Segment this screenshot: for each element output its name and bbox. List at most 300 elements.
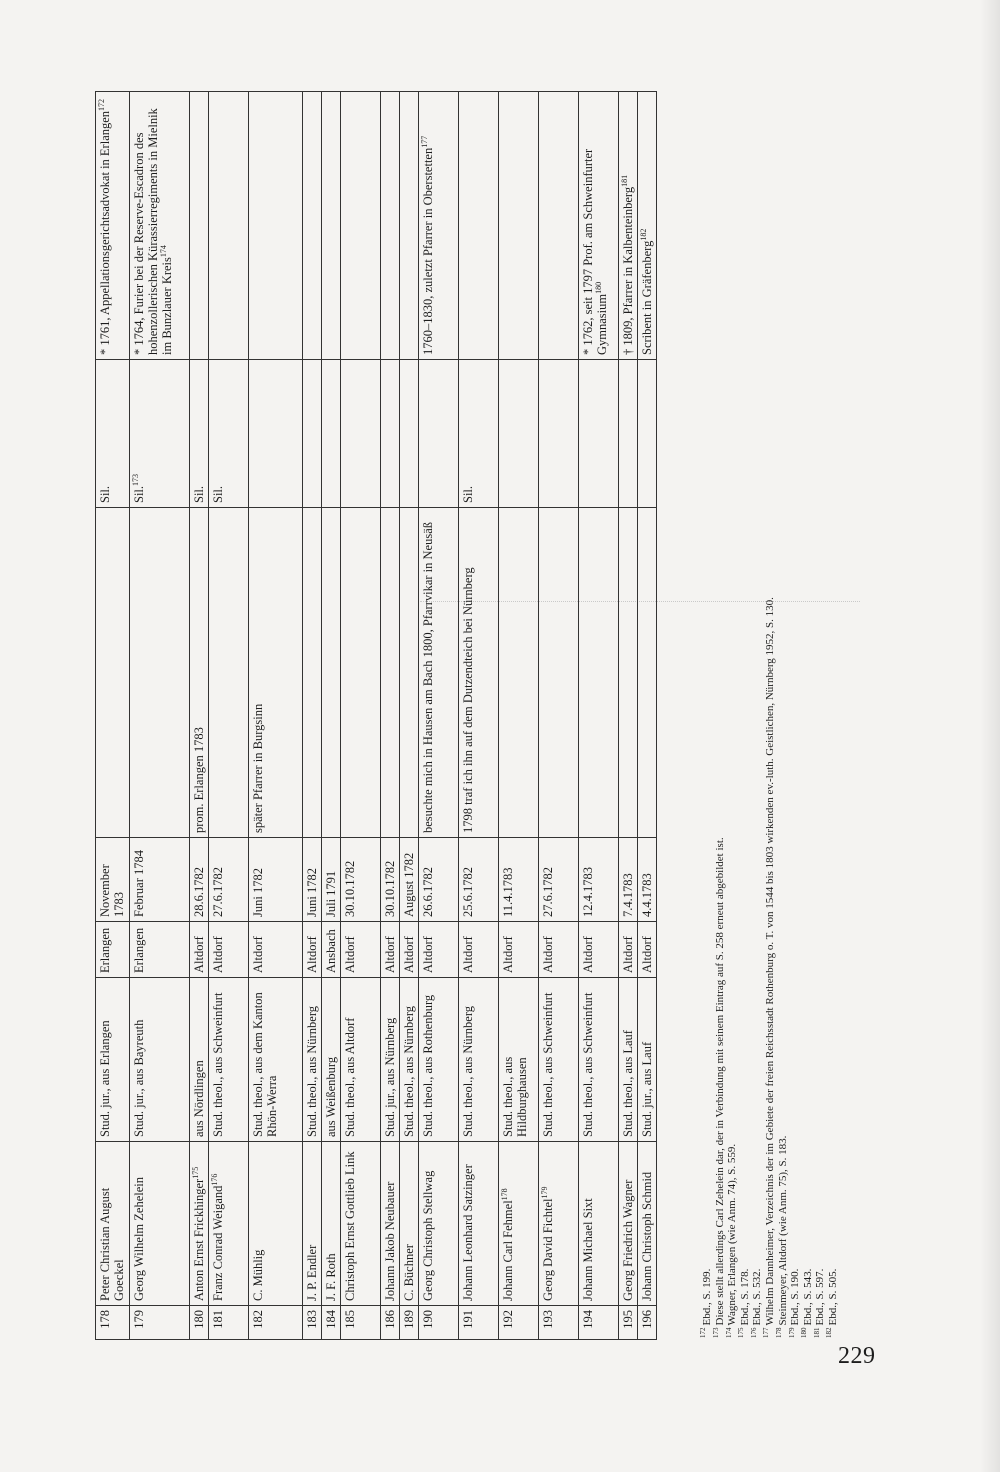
entry-note: prom. Erlangen 1783 bbox=[192, 727, 206, 833]
biographical-remark-cell bbox=[96, 92, 130, 360]
footnote bbox=[789, 138, 802, 1338]
entry-note-cell bbox=[190, 508, 209, 838]
university-place: Altdorf bbox=[192, 936, 206, 973]
person-name: C. Büchner bbox=[402, 1244, 416, 1301]
footnote-ref: 179 bbox=[539, 1186, 549, 1199]
study-origin: aus Weißenburg bbox=[324, 1056, 338, 1137]
row-number-cell bbox=[322, 1306, 341, 1340]
entry-date-cell bbox=[400, 838, 419, 922]
row-number: 194 bbox=[581, 1310, 595, 1329]
footnote-number: 174 bbox=[724, 1327, 733, 1338]
study-origin: Stud. jur., aus Nürnberg bbox=[383, 1017, 397, 1137]
entry-date: Februar 1784 bbox=[132, 850, 146, 917]
footnote-text: Diese stellt allerdings Carl Zehelein dar, der in Verbindung mit seinem Eintrag auf S. 258 erneut abgebildet ist. bbox=[713, 837, 726, 1326]
entry-date: 30.10.1782 bbox=[383, 860, 397, 917]
university-place-cell bbox=[638, 922, 657, 978]
footnote-ref: 175 bbox=[190, 1166, 200, 1179]
study-origin: Stud. theol., aus Nürnberg bbox=[402, 1005, 416, 1137]
university-place: Altdorf bbox=[501, 936, 515, 973]
row-number-cell bbox=[96, 1306, 130, 1340]
footnote-text: Ebd., S. 505. bbox=[826, 1268, 839, 1326]
entry-note-cell bbox=[459, 508, 499, 838]
footnote-number: 177 bbox=[762, 1327, 771, 1338]
footnote-number: 172 bbox=[699, 1327, 708, 1338]
silhouette-mark-cell bbox=[322, 360, 341, 508]
university-place-cell bbox=[303, 922, 322, 978]
entry-date-cell bbox=[619, 838, 638, 922]
silhouette-mark-cell bbox=[130, 360, 190, 508]
silhouette-mark-cell bbox=[419, 360, 459, 508]
entry-date: 12.4.1783 bbox=[581, 867, 595, 917]
footnote bbox=[751, 138, 764, 1338]
row-number-cell bbox=[341, 1306, 381, 1340]
entry-note-cell bbox=[638, 508, 657, 838]
table-row bbox=[341, 92, 381, 1340]
footnote-ref: 178 bbox=[499, 1188, 509, 1201]
biographical-remark-cell bbox=[381, 92, 400, 360]
table-row bbox=[249, 92, 303, 1340]
silhouette-mark-cell bbox=[190, 360, 209, 508]
person-name: Peter Christian August Goeckel bbox=[98, 1187, 126, 1301]
biographical-remark-cell bbox=[619, 92, 638, 360]
row-number-cell bbox=[459, 1306, 499, 1340]
biographical-remark: * 1764, Furier bei der Reserve-Escadron des hohenzollerischen Kürassierregiments in Mielnik im Bunzlauer Kreis bbox=[132, 108, 174, 355]
university-place: Altdorf bbox=[251, 936, 265, 973]
person-name-cell bbox=[96, 1142, 130, 1306]
biographical-remark-cell bbox=[419, 92, 459, 360]
university-place: Altdorf bbox=[461, 936, 475, 973]
footnote-number: 176 bbox=[749, 1327, 758, 1338]
entry-note: später Pfarrer in Burgsinn bbox=[251, 703, 265, 833]
person-name-cell bbox=[459, 1142, 499, 1306]
study-origin-cell bbox=[322, 978, 341, 1142]
footnote-number: 179 bbox=[787, 1327, 796, 1338]
person-name-cell bbox=[130, 1142, 190, 1306]
study-origin-cell bbox=[419, 978, 459, 1142]
university-place: Altdorf bbox=[211, 936, 225, 973]
university-place: Erlangen bbox=[132, 927, 146, 973]
person-name-cell bbox=[539, 1142, 579, 1306]
footnote bbox=[739, 138, 752, 1338]
silhouette-mark-cell bbox=[249, 360, 303, 508]
biographical-remark-cell bbox=[459, 92, 499, 360]
row-number: 195 bbox=[621, 1310, 635, 1329]
entry-date: 4.4.1783 bbox=[640, 873, 654, 917]
row-number: 191 bbox=[461, 1310, 475, 1329]
footnote-ref: 176 bbox=[209, 1173, 219, 1186]
university-place: Altdorf bbox=[581, 936, 595, 973]
footnote-number: 178 bbox=[774, 1327, 783, 1338]
footnote-number: 180 bbox=[800, 1327, 809, 1338]
study-origin: Stud. theol., aus Nürnberg bbox=[461, 1005, 475, 1137]
silhouette-mark-cell bbox=[341, 360, 381, 508]
entry-note: besuchte mich in Hausen am Bach 1800, Pfarrvikar in Neusäß bbox=[421, 521, 435, 833]
silhouette-mark-cell bbox=[579, 360, 619, 508]
silhouette-mark-cell bbox=[209, 360, 249, 508]
university-place: Altdorf bbox=[621, 936, 635, 973]
entry-date: 26.6.1782 bbox=[421, 867, 435, 917]
biographical-remark: * 1762, seit 1797 Prof. am Schweinfurter Gymnasium bbox=[581, 148, 609, 355]
university-place-cell bbox=[190, 922, 209, 978]
footnote-text: Steinmeyer, Altdorf (wie Anm. 75), S. 183. bbox=[776, 1135, 789, 1326]
entry-date: Juli 1791 bbox=[324, 870, 338, 917]
entry-date: 7.4.1783 bbox=[621, 873, 635, 917]
entry-date: Juni 1782 bbox=[251, 868, 265, 917]
footnote-ref: 177 bbox=[419, 135, 429, 148]
university-place-cell bbox=[579, 922, 619, 978]
study-origin-cell bbox=[303, 978, 322, 1142]
study-origin: Stud. theol., aus dem Kanton Rhön-Werra bbox=[251, 992, 279, 1137]
study-origin: Stud. theol., aus Nürnberg bbox=[305, 1005, 319, 1137]
table-row bbox=[419, 92, 459, 1340]
table-row bbox=[303, 92, 322, 1340]
study-origin: aus Nördlingen bbox=[192, 1060, 206, 1137]
row-number: 179 bbox=[132, 1310, 146, 1329]
entry-date: 27.6.1782 bbox=[211, 867, 225, 917]
footnote-text: Wilhelm Dannheimer, Verzeichnis der im Gebiete der freien Reichsstadt Rothenburg o. T. von 1544 bis 1803 wirkenden ev.-luth. Geistlichen, Nürnberg 1952, S. 130. bbox=[763, 597, 776, 1326]
table-row bbox=[619, 92, 638, 1340]
biographical-remark-cell bbox=[499, 92, 539, 360]
biographical-remark-cell bbox=[322, 92, 341, 360]
university-place-cell bbox=[619, 922, 638, 978]
footnote bbox=[711, 138, 727, 1338]
person-name: Franz Conrad Weigand bbox=[211, 1185, 225, 1301]
row-number: 182 bbox=[251, 1310, 265, 1329]
footnotes bbox=[701, 138, 840, 1338]
entry-date-cell bbox=[190, 838, 209, 922]
person-name: Johann Christoph Schmid bbox=[640, 1171, 654, 1301]
entry-note: 1798 traf ich ihn auf dem Dutzendteich bei Nürnberg bbox=[461, 567, 475, 833]
person-name-cell bbox=[499, 1142, 539, 1306]
table-row bbox=[322, 92, 341, 1340]
entry-note-cell bbox=[341, 508, 381, 838]
footnote-text: Wagner, Erlangen (wie Anm. 74), S. 559. bbox=[726, 1143, 739, 1326]
row-number: 178 bbox=[98, 1310, 112, 1329]
silhouette-mark-cell bbox=[499, 360, 539, 508]
university-place: Altdorf bbox=[402, 936, 416, 973]
row-number-cell bbox=[638, 1306, 657, 1340]
footnote-ref: 182 bbox=[638, 228, 648, 241]
university-place-cell bbox=[539, 922, 579, 978]
person-name: Anton Ernst Frickhinger bbox=[192, 1178, 206, 1301]
row-number: 180 bbox=[192, 1310, 206, 1329]
table-row bbox=[638, 92, 657, 1340]
biographical-remark: † 1809, Pfarrer in Kalbenteinberg bbox=[621, 186, 635, 355]
study-origin-cell bbox=[130, 978, 190, 1142]
university-place-cell bbox=[400, 922, 419, 978]
entry-date: 30.10.1782 bbox=[343, 860, 357, 917]
row-number-cell bbox=[209, 1306, 249, 1340]
entry-note-cell bbox=[579, 508, 619, 838]
university-place: Altdorf bbox=[343, 936, 357, 973]
row-number-cell bbox=[539, 1306, 579, 1340]
study-origin: Stud. jur., aus Lauf bbox=[640, 1041, 654, 1137]
study-origin: Stud. theol., aus Rothenburg bbox=[421, 994, 435, 1137]
entry-date-cell bbox=[341, 838, 381, 922]
biographical-remark-cell bbox=[579, 92, 619, 360]
biographical-remark-cell bbox=[341, 92, 381, 360]
footnote-number: 175 bbox=[737, 1327, 746, 1338]
footnote-text: Ebd., S. 543. bbox=[801, 1268, 814, 1326]
person-name-cell bbox=[381, 1142, 400, 1306]
silhouette-mark-cell bbox=[303, 360, 322, 508]
footnote-ref: 173 bbox=[130, 473, 140, 486]
biographical-remark-cell bbox=[539, 92, 579, 360]
footnote-text: Ebd., S. 199. bbox=[701, 1268, 713, 1326]
study-origin: Stud. theol., aus Schweinfurt bbox=[211, 992, 225, 1137]
footnote-ref: 180 bbox=[593, 281, 603, 294]
footnote-text: Ebd., S. 597. bbox=[814, 1268, 827, 1326]
biographical-remark-cell bbox=[303, 92, 322, 360]
row-number-cell bbox=[249, 1306, 303, 1340]
silhouette-mark-cell bbox=[638, 360, 657, 508]
study-origin: Stud. theol., aus Schweinfurt bbox=[541, 992, 555, 1137]
entry-note-cell bbox=[303, 508, 322, 838]
person-name: Georg Christoph Stellwag bbox=[421, 1170, 435, 1301]
silhouette-mark-cell bbox=[381, 360, 400, 508]
person-name: Georg Friedrich Wagner bbox=[621, 1179, 635, 1301]
footnote-number: 173 bbox=[711, 1327, 720, 1338]
study-origin-cell bbox=[400, 978, 419, 1142]
entry-date: 27.6.1782 bbox=[541, 867, 555, 917]
entry-date-cell bbox=[209, 838, 249, 922]
university-place-cell bbox=[209, 922, 249, 978]
row-number-cell bbox=[400, 1306, 419, 1340]
university-place-cell bbox=[130, 922, 190, 978]
row-number-cell bbox=[419, 1306, 459, 1340]
row-number-cell bbox=[130, 1306, 190, 1340]
row-number: 196 bbox=[640, 1310, 654, 1329]
person-name: J. F. Roth bbox=[324, 1253, 338, 1301]
study-origin: Stud. theol., aus Altdorf bbox=[343, 1017, 357, 1137]
footnote bbox=[814, 138, 827, 1338]
biographical-remark-cell bbox=[249, 92, 303, 360]
person-name-cell bbox=[341, 1142, 381, 1306]
entry-note-cell bbox=[499, 508, 539, 838]
silhouette-mark: Sil. bbox=[98, 485, 112, 503]
silhouette-mark-cell bbox=[619, 360, 638, 508]
study-origin: Stud. jur., aus Bayreuth bbox=[132, 1019, 146, 1137]
rotated-page-content bbox=[95, 10, 875, 1340]
person-name-cell bbox=[400, 1142, 419, 1306]
person-name: C. Mühlig bbox=[251, 1249, 265, 1301]
study-origin: Stud. jur., aus Erlangen bbox=[98, 1020, 112, 1137]
study-origin-cell bbox=[341, 978, 381, 1142]
person-name: Christoph Ernst Gottlieb Link bbox=[343, 1151, 357, 1301]
study-origin: Stud. theol., aus Schweinfurt bbox=[581, 992, 595, 1137]
table-row bbox=[499, 92, 539, 1340]
person-name-cell bbox=[303, 1142, 322, 1306]
footnote-text: Ebd., S. 532. bbox=[751, 1268, 764, 1326]
entry-date: 28.6.1782 bbox=[192, 867, 206, 917]
entry-note-cell bbox=[619, 508, 638, 838]
silhouette-mark-cell bbox=[400, 360, 419, 508]
table-row bbox=[400, 92, 419, 1340]
person-name: J. P. Endler bbox=[305, 1244, 319, 1301]
biographical-remark-cell bbox=[190, 92, 209, 360]
biographical-remark-cell bbox=[400, 92, 419, 360]
entry-date: 11.4.1783 bbox=[501, 867, 515, 917]
university-place-cell bbox=[459, 922, 499, 978]
study-origin-cell bbox=[459, 978, 499, 1142]
silhouette-mark-cell bbox=[459, 360, 499, 508]
silhouette-mark-cell bbox=[96, 360, 130, 508]
university-place-cell bbox=[249, 922, 303, 978]
row-number: 189 bbox=[402, 1310, 416, 1329]
footnote bbox=[726, 138, 739, 1338]
page-number: 229 bbox=[838, 1343, 876, 1369]
entry-date-cell bbox=[539, 838, 579, 922]
footnote-ref: 172 bbox=[96, 98, 106, 111]
study-origin-cell bbox=[96, 978, 130, 1142]
register-table bbox=[95, 91, 657, 1340]
silhouette-mark-cell bbox=[539, 360, 579, 508]
row-number: 186 bbox=[383, 1310, 397, 1329]
entry-date-cell bbox=[322, 838, 341, 922]
row-number-cell bbox=[190, 1306, 209, 1340]
entry-note-cell bbox=[419, 508, 459, 838]
university-place-cell bbox=[341, 922, 381, 978]
university-place-cell bbox=[499, 922, 539, 978]
university-place: Erlangen bbox=[98, 927, 112, 973]
entry-date-cell bbox=[499, 838, 539, 922]
person-name: Johann Michael Sixt bbox=[581, 1198, 595, 1301]
study-origin-cell bbox=[249, 978, 303, 1142]
footnote-text: Ebd., S. 190. bbox=[789, 1268, 802, 1326]
table-row bbox=[96, 92, 130, 1340]
biographical-remark-cell bbox=[638, 92, 657, 360]
person-name-cell bbox=[322, 1142, 341, 1306]
table-row bbox=[539, 92, 579, 1340]
entry-date: November 1783 bbox=[98, 864, 126, 917]
university-place: Altdorf bbox=[541, 936, 555, 973]
study-origin: Stud. theol., aus Hildburghausen bbox=[501, 1056, 529, 1137]
person-name-cell bbox=[619, 1142, 638, 1306]
entry-date: August 1782 bbox=[402, 852, 416, 917]
study-origin-cell bbox=[638, 978, 657, 1142]
footnote-ref: 174 bbox=[158, 245, 168, 258]
table-row bbox=[130, 92, 190, 1340]
entry-note-cell bbox=[381, 508, 400, 838]
study-origin: Stud. theol., aus Lauf bbox=[621, 1030, 635, 1137]
study-origin-cell bbox=[579, 978, 619, 1142]
person-name-cell bbox=[190, 1142, 209, 1306]
university-place: Ansbach bbox=[324, 929, 338, 973]
biographical-remark-cell bbox=[130, 92, 190, 360]
person-name-cell bbox=[209, 1142, 249, 1306]
row-number: 185 bbox=[343, 1310, 357, 1329]
person-name-cell bbox=[638, 1142, 657, 1306]
row-number-cell bbox=[499, 1306, 539, 1340]
person-name: Georg David Fichtel bbox=[541, 1198, 555, 1301]
university-place: Altdorf bbox=[640, 936, 654, 973]
footnote bbox=[802, 138, 815, 1338]
entry-note-cell bbox=[96, 508, 130, 838]
table-row bbox=[381, 92, 400, 1340]
university-place-cell bbox=[96, 922, 130, 978]
university-place-cell bbox=[419, 922, 459, 978]
biographical-remark: * 1761, Appellationsgerichtsadvokat in Erlangen bbox=[98, 110, 112, 355]
row-number: 192 bbox=[501, 1310, 515, 1329]
footnote bbox=[701, 138, 714, 1338]
person-name-cell bbox=[419, 1142, 459, 1306]
biographical-remark: Scribent in Gräfenberg bbox=[640, 240, 654, 355]
person-name: Georg Wilhelm Zehelein bbox=[132, 1177, 146, 1301]
entry-note-cell bbox=[209, 508, 249, 838]
entry-date-cell bbox=[249, 838, 303, 922]
study-origin-cell bbox=[190, 978, 209, 1142]
university-place-cell bbox=[381, 922, 400, 978]
footnote bbox=[827, 138, 840, 1338]
page-gutter-shadow bbox=[980, 0, 1000, 1472]
footnote-number: 182 bbox=[825, 1327, 834, 1338]
study-origin-cell bbox=[619, 978, 638, 1142]
person-name-cell bbox=[579, 1142, 619, 1306]
table-row bbox=[459, 92, 499, 1340]
register-table-body bbox=[96, 92, 657, 1340]
row-number: 190 bbox=[421, 1310, 435, 1329]
entry-date-cell bbox=[459, 838, 499, 922]
row-number-cell bbox=[619, 1306, 638, 1340]
entry-note-cell bbox=[249, 508, 303, 838]
entry-note-cell bbox=[322, 508, 341, 838]
study-origin-cell bbox=[381, 978, 400, 1142]
person-name-cell bbox=[249, 1142, 303, 1306]
table-row bbox=[579, 92, 619, 1340]
entry-date-cell bbox=[638, 838, 657, 922]
row-number-cell bbox=[381, 1306, 400, 1340]
entry-date-cell bbox=[579, 838, 619, 922]
entry-date-cell bbox=[130, 838, 190, 922]
table-row bbox=[190, 92, 209, 1340]
study-origin-cell bbox=[499, 978, 539, 1142]
person-name: Johann Carl Fehmel bbox=[501, 1200, 515, 1301]
study-origin-cell bbox=[539, 978, 579, 1142]
row-number: 181 bbox=[211, 1310, 225, 1329]
study-origin-cell bbox=[209, 978, 249, 1142]
row-number: 183 bbox=[305, 1310, 319, 1329]
entry-note-cell bbox=[130, 508, 190, 838]
university-place: Altdorf bbox=[383, 936, 397, 973]
entry-note-cell bbox=[539, 508, 579, 838]
footnote bbox=[774, 138, 790, 1338]
silhouette-mark: Sil. bbox=[211, 485, 225, 503]
person-name: Johann Leonhard Satzinger bbox=[461, 1164, 475, 1301]
biographical-remark: 1760–1830, zuletzt Pfarrer in Oberstetten bbox=[421, 147, 435, 355]
university-place-cell bbox=[322, 922, 341, 978]
row-number: 184 bbox=[324, 1310, 338, 1329]
entry-note-cell bbox=[400, 508, 419, 838]
footnote-ref: 181 bbox=[619, 174, 629, 187]
silhouette-mark: Sil. bbox=[132, 485, 146, 503]
footnote-number: 181 bbox=[812, 1327, 821, 1338]
university-place: Altdorf bbox=[421, 936, 435, 973]
person-name: Johann Jakob Neubauer bbox=[383, 1181, 397, 1301]
entry-date-cell bbox=[303, 838, 322, 922]
entry-date: Juni 1782 bbox=[305, 868, 319, 917]
entry-date-cell bbox=[419, 838, 459, 922]
table-row bbox=[209, 92, 249, 1340]
footnote-text: Ebd., S. 178. bbox=[738, 1268, 751, 1326]
row-number-cell bbox=[579, 1306, 619, 1340]
row-number: 193 bbox=[541, 1310, 555, 1329]
university-place: Altdorf bbox=[305, 936, 319, 973]
entry-date-cell bbox=[381, 838, 400, 922]
footnote bbox=[764, 138, 777, 1338]
entry-date: 25.6.1782 bbox=[461, 867, 475, 917]
silhouette-mark: Sil. bbox=[192, 485, 206, 503]
row-number-cell bbox=[303, 1306, 322, 1340]
